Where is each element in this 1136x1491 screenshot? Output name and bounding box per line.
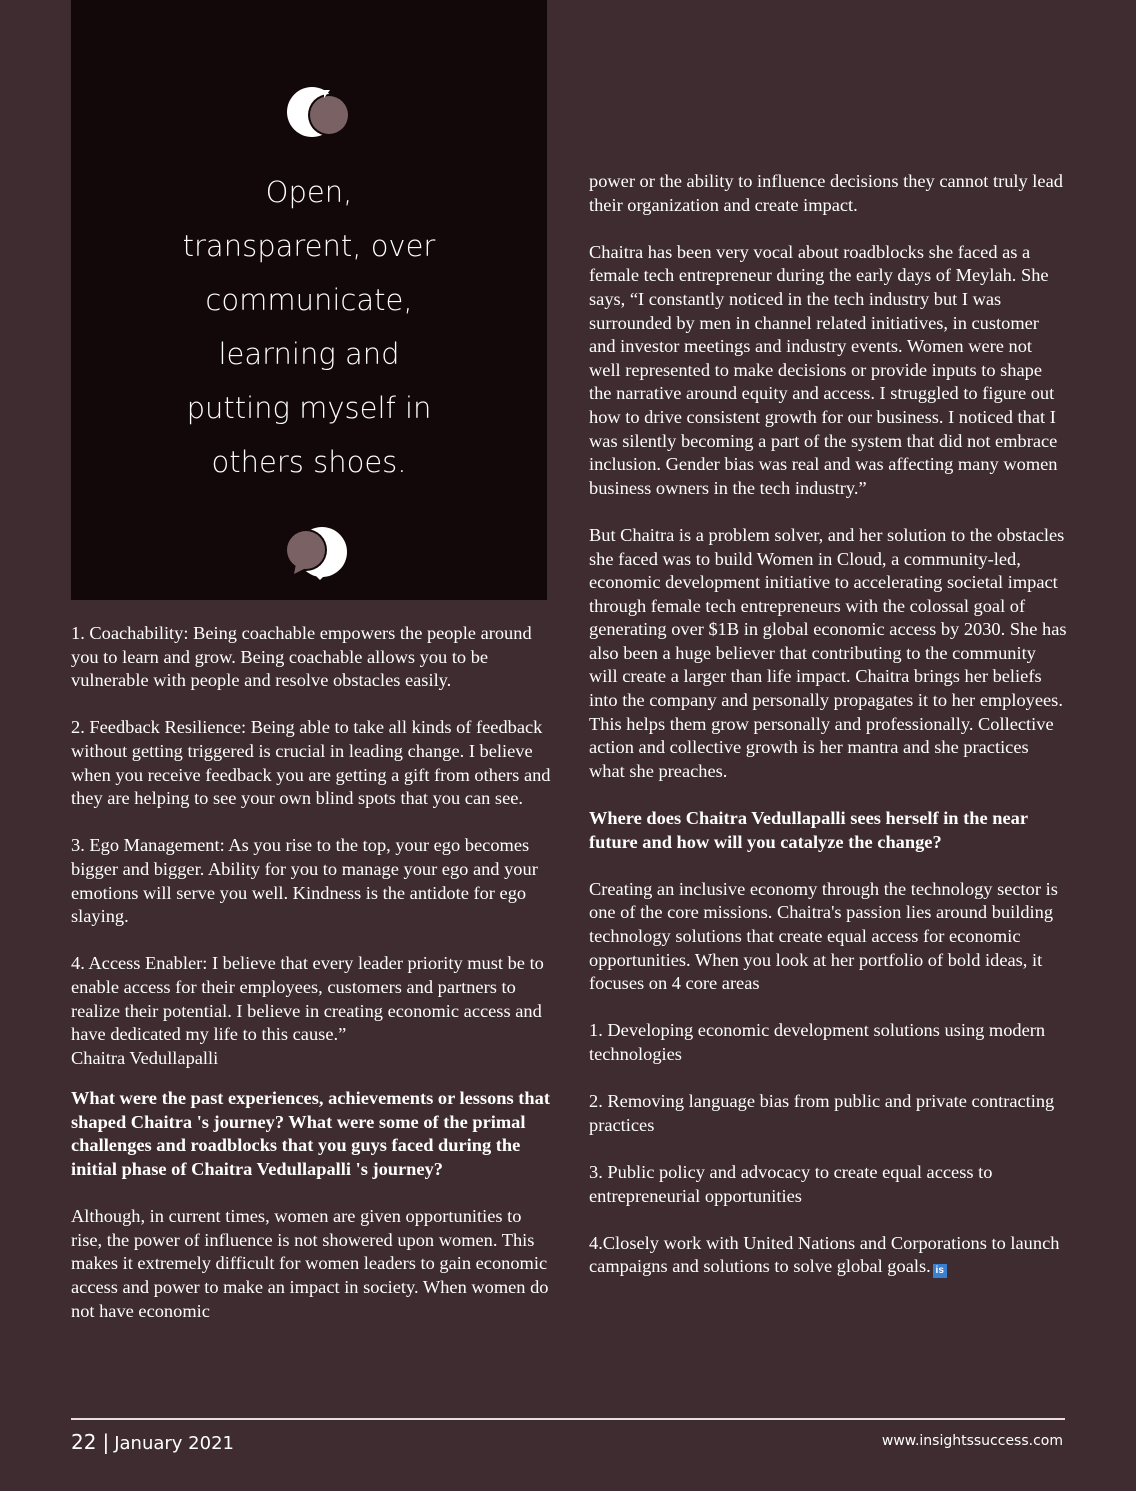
footer-separator: | xyxy=(102,1430,110,1454)
footer-divider xyxy=(71,1418,1065,1420)
list-item: 3. Public policy and advocacy to create equal access to entrepreneurial opportunities xyxy=(589,1161,993,1206)
right-column xyxy=(589,170,1067,1279)
body-paragraph: Chaitra has been very vocal about roadblocks she faced as a female tech entrepreneur during the early days of Meylah. She says, “I constantly noticed in the tech industry but I was surrounded by men in channel related initiatives, in customer and investor meetings and industry events. Women were not well represented to make decisions or provide inputs to shape the narrative around equity and access. I struggled to figure out how to drive consistent growth for our business. I noticed that I was silently becoming a part of the system that did not embrace inclusion. Gender bias was real and was affecting many women business owners in the tech industry.” xyxy=(589,241,1058,498)
pull-quote-text xyxy=(71,165,547,489)
list-item-text: 4.Closely work with United Nations and Corporations to launch campaigns and solutions to solve global goals. xyxy=(589,1232,1060,1277)
list-item: 1. Developing economic development solutions using modern technologies xyxy=(589,1020,1046,1064)
interview-question: Where does Chaitra Vedullapalli sees herself in the near future and how will you catalyze the change? xyxy=(589,808,1028,852)
list-item: 2. Feedback Resilience: Being able to take all kinds of feedback without getting triggered is crucial in leading change. I believe when you receive feedback you are getting a gift from others and they are helping to see your own blind spots that you can see. xyxy=(71,717,551,809)
body-paragraph: Although, in current times, women are given opportunities to rise, the power of influence is not showered upon women. This makes it extremely difficult for women leaders to gain economic access and power to make an impact in society. When women do not have economic xyxy=(71,1206,549,1321)
pull-quote-line: others shoes. xyxy=(211,445,407,479)
body-paragraph: power or the ability to influence decisions they cannot truly lead their organization and create impact. xyxy=(589,171,1063,215)
close-quote-icon xyxy=(284,524,352,582)
footer-page-info xyxy=(71,1430,234,1454)
issue-date: January 2021 xyxy=(114,1433,234,1454)
article-end-icon: is xyxy=(933,1264,947,1278)
pull-quote-line: transparent, over xyxy=(182,229,436,263)
pull-quote-line: learning and xyxy=(218,337,400,371)
website-link[interactable]: www.insightssuccess.com xyxy=(881,1433,1063,1449)
quote-attribution: Chaitra Vedullapalli xyxy=(71,1047,219,1068)
list-item xyxy=(589,1232,1067,1279)
page-number: 22 xyxy=(71,1430,97,1454)
body-paragraph: But Chaitra is a problem solver, and her solution to the obstacles she faced was to build Women in Cloud, a community-led, economic development initiative to accelerating societal impact through female tech entrepreneurs with the colossal goal of generating over $1B in global economic access by 2030. She has also been a huge believer that contributing to the community will create a larger than life impact. Chaitra brings her beliefs into the company and personally propagates it to her employees. This helps them grow personally and professionally. Collective action and collective growth is her mantra and she practices what she preaches. xyxy=(589,524,1067,781)
pull-quote-line: putting myself in xyxy=(186,391,432,425)
left-column xyxy=(71,622,551,1323)
pull-quote-line: communicate, xyxy=(205,283,413,317)
body-paragraph: Creating an inclusive economy through the technology sector is one of the core missions. Chaitra's passion lies around building technology solutions that create equal access for economic opportunities. When you look at her portfolio of bold ideas, it focuses on 4 core areas xyxy=(589,878,1058,994)
pull-quote-line: Open, xyxy=(265,175,353,209)
list-item: 3. Ego Management: As you rise to the top, your ego becomes bigger and bigger. Ability for you to manage your ego and your emotions will serve you well. Kindness is the antidote for ego slaying. xyxy=(71,835,538,927)
list-item: 1. Coachability: Being coachable empowers the people around you to learn and grow. Being coachable allows you to be vulnerable with people and resolve obstacles easily. xyxy=(71,623,532,691)
open-quote-icon xyxy=(284,84,352,140)
list-item: 2. Removing language bias from public and private contracting practices xyxy=(589,1091,1055,1135)
interview-question: What were the past experiences, achievements or lessons that shaped Chaitra 's journey? What were some of the primal challenges and roadblocks that you guys faced during the initial phase of Chaitra Vedullapalli 's journey? xyxy=(71,1088,550,1180)
list-item: 4. Access Enabler: I believe that every leader priority must be to enable access for their employees, customers and partners to realize their potential. I believe in creating economic access and have dedicated my life to this cause.” xyxy=(71,953,544,1045)
